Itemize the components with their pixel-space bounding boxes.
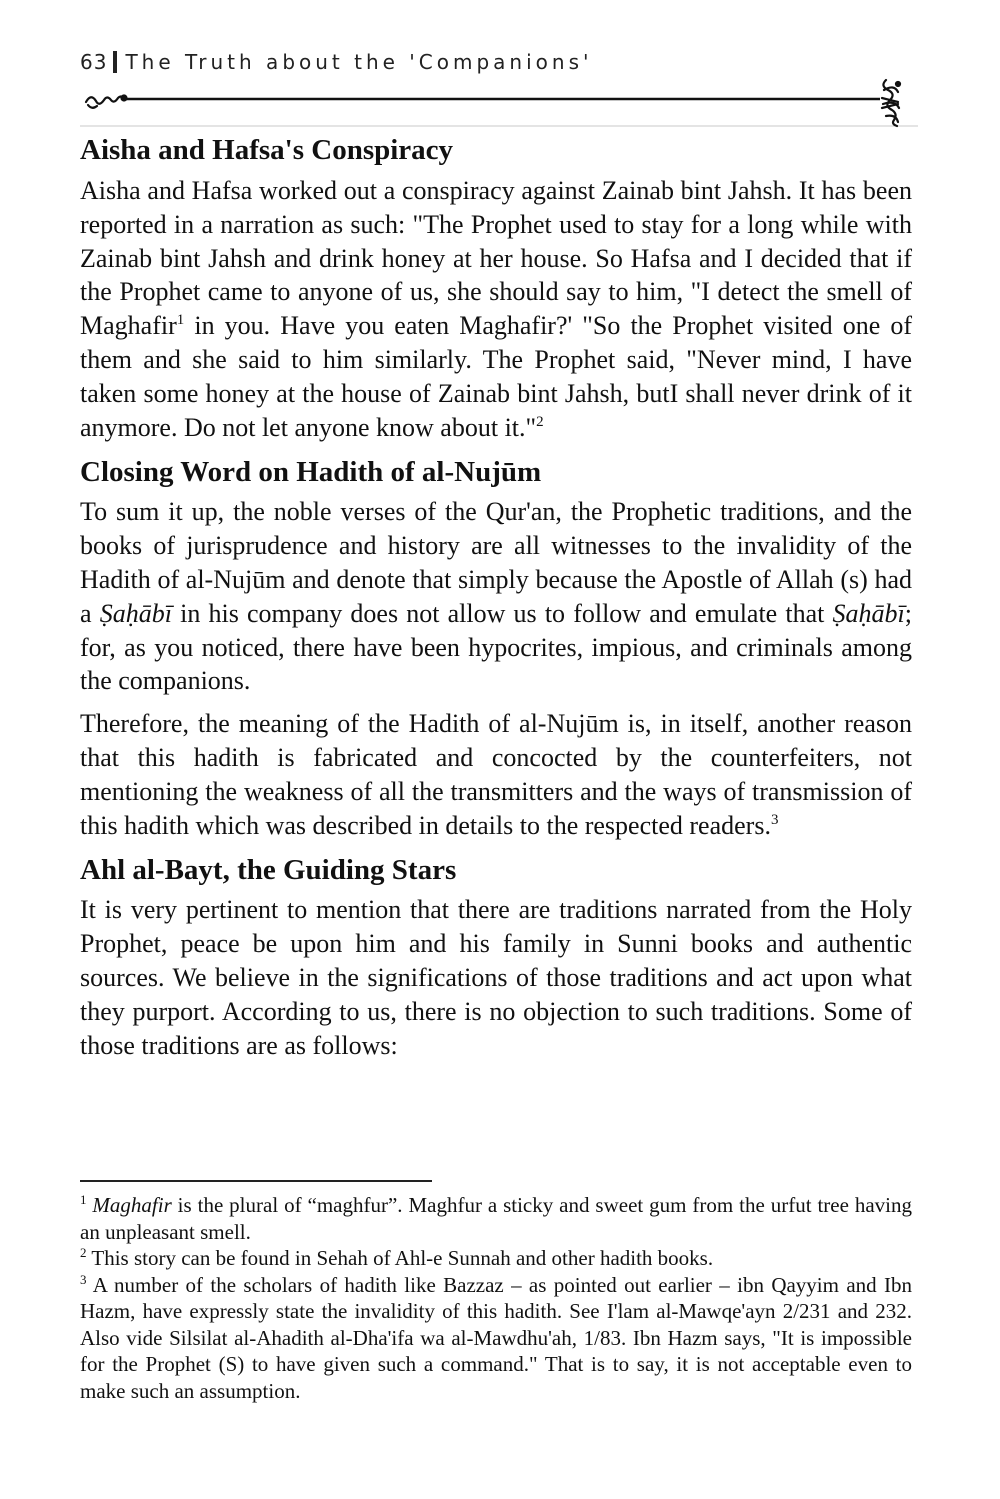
footnote [80,1192,912,1245]
text-run: Aisha and Hafsa worked out a conspiracy against Zainab bint Jahsh. It has been reported in a narration as such: "The Prophet used to stay for a long while with Zainab bint Jahsh and drink honey at her house. So Hafsa and I decided that if the Prophet came to anyone of us, she should say to him, "I detect the smell of Maghafir [80,176,912,341]
footnote-separator [80,1180,432,1182]
footnote-text: is the plural of “maghfur”. Maghfur a sticky and sweet gum from the urfut tree having an unpleasant smell. [80,1193,912,1244]
page-number: 63 [80,50,108,74]
footnote-ref: 2 [536,413,544,430]
footnote-ref: 1 [176,312,185,329]
footnote-text: A number of the scholars of hadith like Bazzaz – as pointed out earlier – ibn Qayyim and Ibn Hazm, have expressly state the invalidity of this hadith. See I'lam al-Mawqe'ayn 2/231 and 232. Also vide Silsilat al-Ahadith al-Dha'ifa wa al-Mawdhu'ah, 1/83. Ibn Hazm says, "It is impossible for the Prophet (S) to have given such a command." That is to say, it is not acceptable even to make such an assumption. [80,1272,912,1403]
footnote-ref: 3 [770,811,779,828]
footnotes [80,1192,912,1404]
italic-term: Ṣaḥābī [832,598,905,628]
running-header [80,50,593,74]
right-flourish-icon [882,80,900,126]
body-paragraph [80,893,912,1062]
section-heading: Ahl al-Bayt, the Guiding Stars [80,854,457,887]
body-paragraph [80,174,912,444]
body-paragraph [80,707,912,842]
body-paragraph [80,495,912,698]
text-run: It is very pertinent to mention that there are traditions narrated from the Holy Prophet, peace be upon him and his family in Sunni books and authentic sources. We believe in the significations of those traditions and act upon what they purport. According to us, there is no objection to such traditions. Some of those traditions are as follows: [80,895,912,1060]
footnote-number: 3 [80,1271,87,1287]
header-separator [113,51,117,73]
footnote-text: This story can be found in Sehah of Ahl-e Sunnah and other hadith books. [91,1246,714,1270]
italic-term: Ṣaḥābī [99,598,172,628]
text-run: in his company does not allow us to follow and emulate that [171,598,833,628]
text-run: ; for, as you noticed, there have been hypocrites, impious, and criminals among the companions. [80,598,912,696]
section-heading: Closing Word on Hadith of al-Nujūm [80,456,542,489]
main-text [80,130,912,1062]
ornamental-rule [80,76,920,130]
footnote-number: 2 [80,1245,87,1260]
running-title: The Truth about the 'Companions' [125,50,593,74]
left-flourish-icon [86,96,127,108]
footnote [80,1245,912,1272]
text-run: To sum it up, the noble verses of the Qur'an, the Prophetic traditions, and the books of jurisprudence and history are all witnesses to the invalidity of the Hadith of al-Nujūm and denote that simply because the Apostle of Allah (s) had a [80,497,912,628]
footnote-term: Maghafir [92,1193,172,1217]
text-run: in you. Have you eaten Maghafir?' "So the Prophet visited one of them and she said to him similarly. The Prophet said, "Never mind, I have taken some honey at the house of Zainab bint Jahsh, butI shall never drink of it anymore. Do not let anyone know about it." [80,311,912,442]
section-heading: Aisha and Hafsa's Conspiracy [80,134,454,166]
footnote-number: 1 [80,1192,87,1207]
text-run: Therefore, the meaning of the Hadith of al-Nujūm is, in itself, another reason that this hadith is fabricated and concocted by the counterfeiters, not mentioning the weakness of all the transmitters and the ways of transmission of this hadith which was described in details to the respected readers. [80,709,912,840]
footnote [80,1272,912,1405]
